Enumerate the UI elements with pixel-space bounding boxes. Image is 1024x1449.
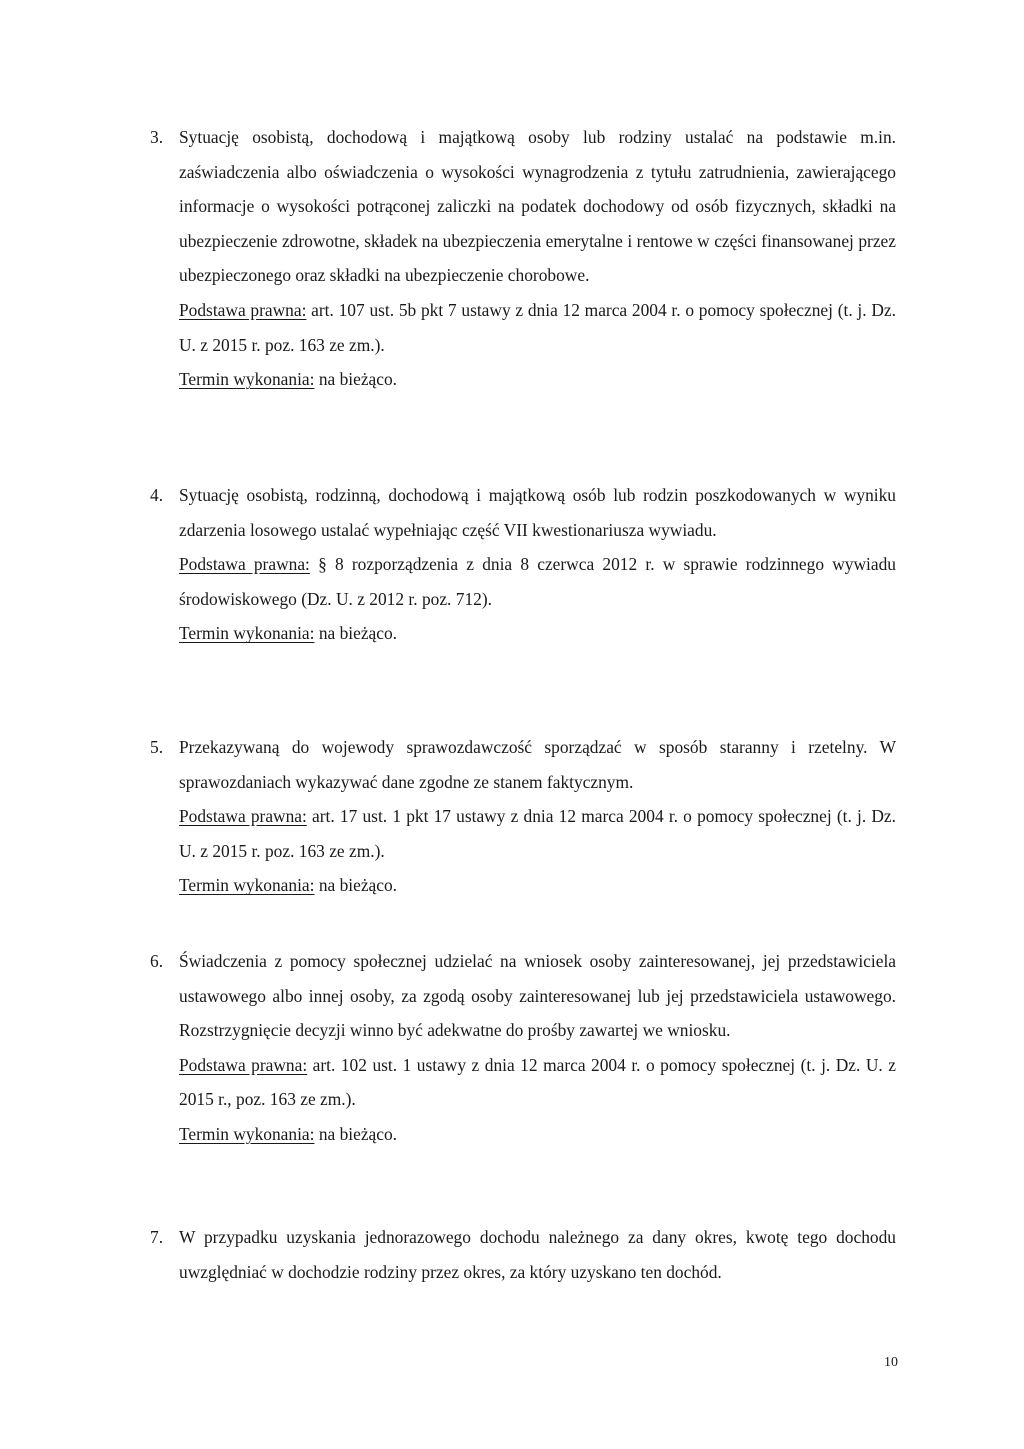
- section-text: Sytuację osobistą, dochodową i majątkową osoby lub rodziny ustalać na podstawie m.in. zaświadczenia albo oświadczenia o wysokości wynagrodzenia z tytułu zatrudnienia, zawierającego informacje o wysokości potrąconej zaliczki na podatek dochodowy od osób fizycznych, składki na ubezpieczenie zdrowotne, składek na ubezpieczenia emerytalne i rentowe w części finansowanej przez ubezpieczonego oraz składki na ubezpieczenie chorobowe.: [179, 127, 896, 286]
- section-6: [150, 944, 896, 1152]
- deadline: [179, 868, 896, 903]
- deadline-label: Termin wykonania:: [179, 623, 315, 644]
- deadline-text: na bieżąco.: [318, 875, 398, 896]
- section-text: Sytuację osobistą, rodzinną, dochodową i majątkową osób lub rodzin poszkodowanych w wyniku zdarzenia losowego ustalać wypełniając część VII kwestionariusza wywiadu.: [179, 485, 896, 540]
- legal-basis-label: Podstawa prawna:: [179, 554, 310, 575]
- deadline-text: na bieżąco.: [318, 623, 398, 644]
- section-number: 3.: [150, 127, 164, 147]
- deadline-label: Termin wykonania:: [179, 369, 315, 390]
- section-text: Przekazywaną do wojewody sprawozdawczość sporządzać w sposób staranny i rzetelny. W sprawozdaniach wykazywać dane zgodne ze stanem faktycznym.: [179, 737, 896, 792]
- legal-basis-label: Podstawa prawna:: [179, 1054, 308, 1075]
- legal-basis-text: art. 102 ust. 1 ustawy z dnia 12 marca 2004 r. o pomocy społecznej (t. j. Dz. U. z 2015 r., poz. 163 ze zm.).: [179, 1054, 896, 1110]
- deadline-text: na bieżąco.: [318, 369, 398, 390]
- legal-basis: [179, 1048, 896, 1117]
- section-number: 7.: [150, 1227, 164, 1247]
- legal-basis: [179, 293, 896, 362]
- section-text: Świadczenia z pomocy społecznej udzielać na wniosek osoby zainteresowanej, jej przedstawiciela ustawowego albo innej osoby, za zgodą osoby zainteresowanej lub jej przedstawiciela ustawowego. Rozstrzygnięcie decyzji winno być adekwatne do prośby zawartej we wniosku.: [179, 951, 896, 1041]
- legal-basis: [179, 547, 896, 616]
- legal-basis-text: § 8 rozporządzenia z dnia 8 czerwca 2012 r. w sprawie rodzinnego wywiadu środowiskowego (Dz. U. z 2012 r. poz. 712).: [179, 554, 896, 609]
- page-number: 10: [884, 1355, 898, 1370]
- section-text: W przypadku uzyskania jednorazowego dochodu należnego za dany okres, kwotę tego dochodu uwzględniać w dochodzie rodziny przez okres, za który uzyskano ten dochód.: [179, 1227, 896, 1282]
- legal-basis-text: art. 17 ust. 1 pkt 17 ustawy z dnia 12 marca 2004 r. o pomocy społecznej (t. j. Dz. U. z 2015 r. poz. 163 ze zm.).: [179, 806, 896, 861]
- deadline: [179, 616, 896, 651]
- section-7: [150, 1220, 896, 1289]
- section-5: [150, 730, 896, 903]
- section-3: [150, 120, 896, 397]
- section-number: 5.: [150, 737, 164, 757]
- legal-basis-label: Podstawa prawna:: [179, 806, 307, 827]
- legal-basis: [179, 799, 896, 868]
- legal-basis-text: art. 107 ust. 5b pkt 7 ustawy z dnia 12 marca 2004 r. o pomocy społecznej (t. j. Dz. U. z 2015 r. poz. 163 ze zm.).: [179, 299, 896, 355]
- deadline: [179, 362, 896, 397]
- deadline: [179, 1117, 896, 1152]
- section-4: [150, 478, 896, 651]
- section-number: 4.: [150, 485, 164, 505]
- deadline-text: na bieżąco.: [318, 1123, 398, 1144]
- deadline-label: Termin wykonania:: [179, 1123, 315, 1144]
- section-number: 6.: [150, 951, 164, 971]
- legal-basis-label: Podstawa prawna:: [179, 299, 307, 320]
- deadline-label: Termin wykonania:: [179, 875, 315, 896]
